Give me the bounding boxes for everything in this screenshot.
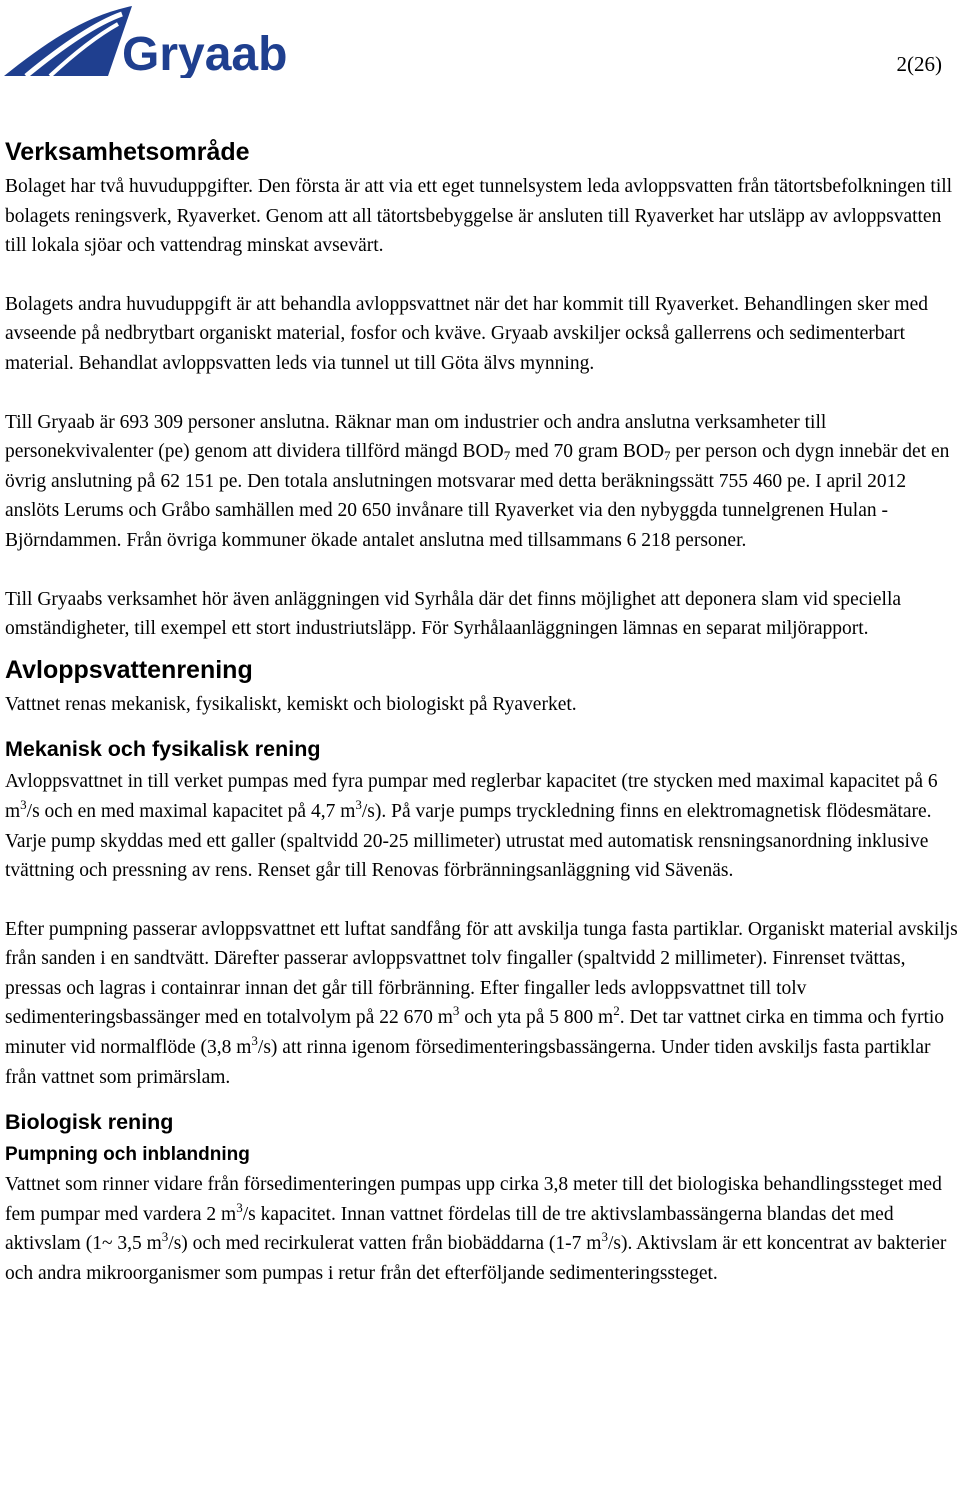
logo-graphic [4,4,304,78]
paragraph: Avloppsvattnet in till verket pumpas med fyra pumpar med reglerbar kapacitet (tre stycken med maximal kapacitet på 6 $m^3/s$ och en med maximal kapacitet på 4,7 $m^3/s$). På varje pumps tryckledning finns en elektromagnetisk flödesmätare. Varje pump skyddas med ett galler (spaltvidd 20-25 millimeter) utrustat med automatisk rensningsanordning inklusive tvättning och pressning av rens. Renset går till Renovas förbränningsanläggning vid Sävenäs. [5,771,938,882]
paragraph: Bolagets andra huvuduppgift är att behandla avloppsvattnet när det har kommit till Ryaverket. Behandlingen sker med avseende på nedbrytbart organiskt material, fosfor och kväve. Gryaab avskiljer också gallerrens och sedimenterbart material. Behandlat avloppsvatten leds via tunnel ut till Göta älvs mynning. [5,293,929,374]
heading-mekanisk-rening: Mekanisk och fysikalisk rening [5,737,321,762]
heading-verksamhetsomrade: Verksamhetsområde [5,138,250,166]
heading-avloppsvattenrening: Avloppsvattenrening [5,655,253,684]
logo-text: Gryaab [122,28,288,78]
paragraph: Vattnet som rinner vidare från försedimenteringen pumpas upp cirka 3,8 meter till det biologiska behandlingssteget med fem pumpar med vardera 2 $m^3/s$ kapacitet. Innan vattnet fördelas till de tre aktivslambassängerna blandas det med aktivslam (1~ 3,5 $m^3/s$) och med recirkulerat vatten från biobäddarna (1-7 $m^3/s$). Aktivslam är ett koncentrat av bakterier och andra mikroorganismer som pumpas i retur från det efterföljande sedimenteringssteget. [5,1174,947,1285]
subheading-pumpning: Pumpning och inblandning [5,1144,250,1166]
paragraph: Till Gryaabs verksamhet hör även anläggningen vid Syrhåla där det finns möjlighet att deponera slam vid speciella omständigheter, till exempel ett stort industriutsläpp. För Syrhålaanläggningen lämnas en separat miljörapport. [5,588,902,640]
page-number: 2(26) [896,52,942,76]
paragraph: Efter pumpning passerar avloppsvattnet ett luftat sandfång för att avskilja tunga fasta partiklar. Organiskt material avskiljs från sanden i en sandtvätt. Därefter passerar avloppsvattnet tolv fingaller (spaltvidd 2 millimeter). Finrenset tvättas, pressas och lagras i containrar innan det går till förbränning. Efter fingaller leds avloppsvattnet till tolv sedimenteringsbassänger med en totalvolym på 22 670 $m^3$ och yta på 5 800 $m^2$. Det tar vattnet cirka en timma och fyrtio minuter vid normalflöde (3,8 $m^3/s$) att rinna igenom försedimenteringsbassängerna. Under tiden avskiljs fasta partiklar från vattnet som primärslam. [5,918,958,1088]
paragraph: Bolaget har två huvuduppgifter. Den första är att via ett eget tunnelsystem leda avloppsvatten från tätortsbefolkningen till bolagets reningsverk, Ryaverket. Genom att all tätortsbebyggelse är ansluten till Ryaverket har utsläpp av avloppsvatten till lokala sjöar och vattendrag minskat avsevärt. [5,176,953,257]
gryaab-logo [4,4,304,78]
heading-biologisk-rening: Biologisk rening [5,1110,174,1135]
document-body [5,132,960,1289]
paragraph: Till Gryaab är 693 309 personer anslutna. Räknar man om industrier och andra anslutna verksamheter till personekvivalenter (pe) genom att dividera tillförd mängd $BOD_7$ med 70 gram $BOD_7$ per person och dygn innebär det en övrig anslutning på 62 151 pe. Den totala anslutningen motsvarar med detta beräkningssätt 755 460 pe. I april 2012 anslöts Lerums och Gråbo samhällen med 20 650 invånare till Ryaverket via den nybyggda tunnelgrenen Hulan - Björndammen. Från övriga kommuner ökade antalet anslutna med tillsammans 6 218 personer. [5,411,950,551]
paragraph: Vattnet renas mekanisk, fysikaliskt, kemiskt och biologiskt på Ryaverket. [5,693,577,715]
